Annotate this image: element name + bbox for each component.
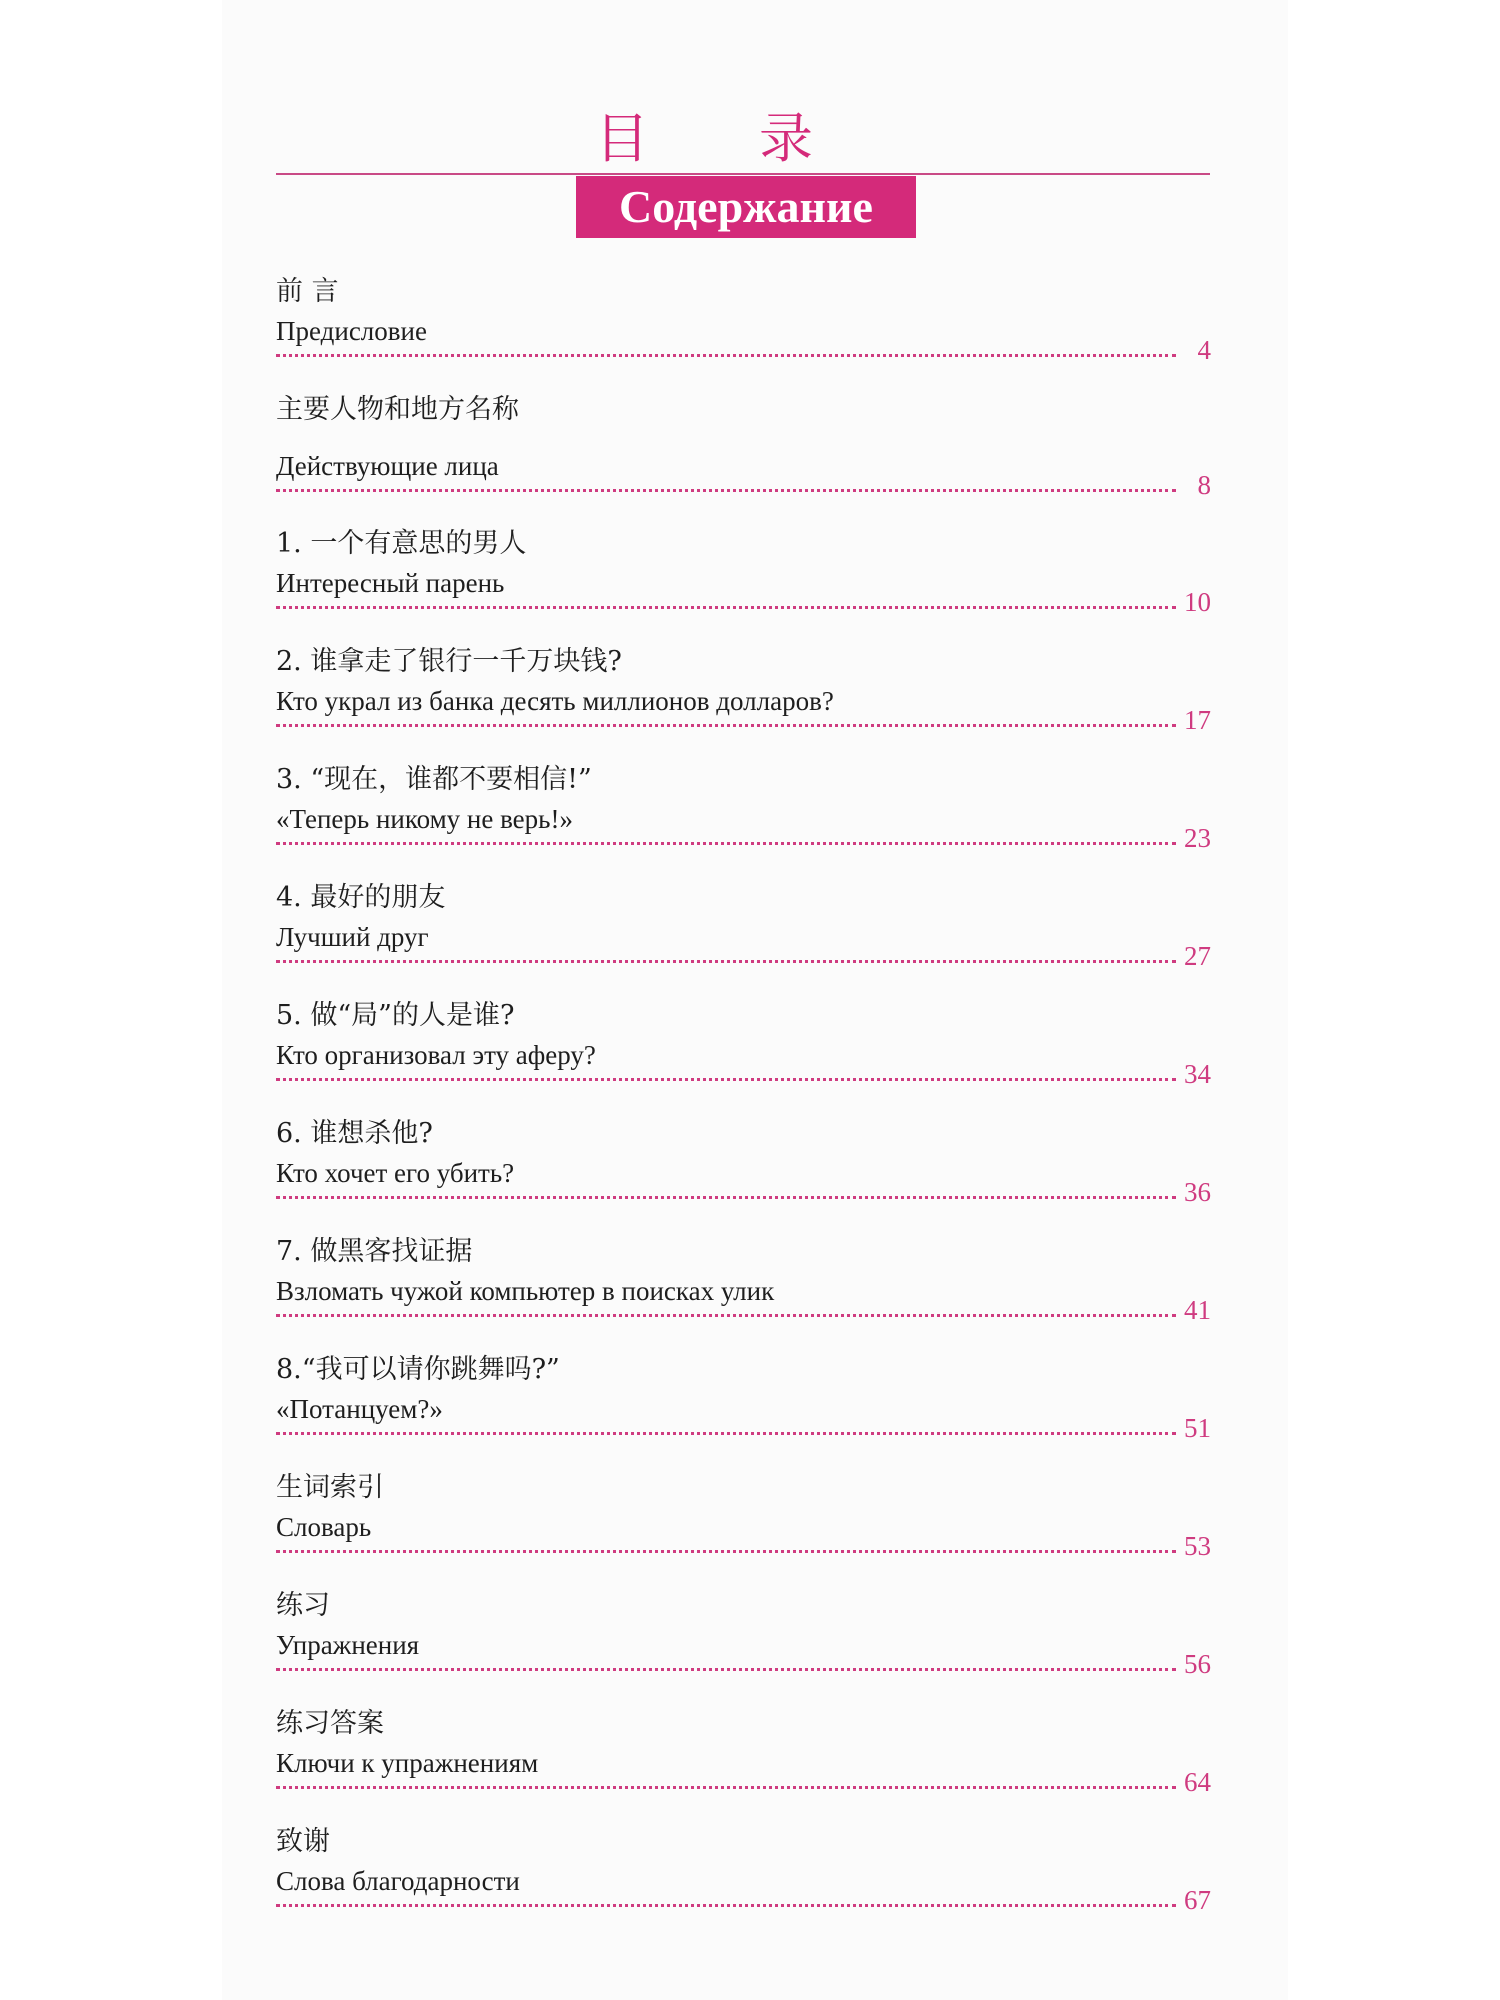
toc-entry-answer-keys[interactable] [276,1708,1211,1818]
dot-leader [276,1196,1176,1199]
dot-leader [276,960,1176,963]
entry-title-cn: 4. 最好的朋友 [276,882,446,913]
dot-leader [276,842,1176,845]
entry-title-cn: 3. “现在，谁都不要相信!” [276,764,592,795]
entry-title-ru: Лучший друг [276,922,429,952]
toc-entry-chapter-6[interactable] [276,1118,1211,1228]
page-number: 53 [1184,1531,1211,1561]
page-number: 10 [1184,587,1211,617]
toc-entry-chapter-4[interactable] [276,882,1211,992]
toc-entry-acknowledgements[interactable] [276,1826,1211,1936]
page-number: 8 [1197,470,1211,500]
entry-title-ru: Кто хочет его убить? [276,1158,515,1188]
entry-title-ru: Взломать чужой компьютер в поисках улик [276,1276,775,1306]
dot-leader [276,1314,1176,1317]
entry-title-ru: Слова благодарности [276,1866,520,1896]
entry-title-cn: 6. 谁想杀他? [276,1118,433,1149]
toc-entry-chapter-5[interactable] [276,1000,1211,1110]
page-number: 64 [1184,1767,1211,1797]
toc-entry-preface[interactable] [276,276,1211,386]
header-divider [276,173,1210,175]
dot-leader [276,1904,1176,1907]
toc-entry-vocabulary[interactable] [276,1472,1211,1582]
dot-leader [276,724,1176,727]
entry-title-cn: 1. 一个有意思的男人 [276,528,527,559]
entry-title-ru: «Теперь никому не верь!» [276,804,573,834]
entry-title-ru: Словарь [276,1512,372,1542]
toc-entry-chapter-3[interactable] [276,764,1211,874]
dot-leader [276,1550,1176,1553]
toc-title-chinese: 目录 [595,107,923,170]
page-number: 27 [1184,941,1211,971]
entry-title-ru: Ключи к упражнениям [276,1748,539,1778]
page-number: 4 [1197,335,1211,365]
dot-leader [276,1668,1176,1671]
entry-title-ru: Действующие лица [276,451,499,481]
entry-title-cn: 前 言 [276,276,339,307]
page-number: 67 [1184,1885,1211,1915]
page-number: 17 [1184,705,1211,735]
toc-entry-chapter-8[interactable] [276,1354,1211,1464]
page-number: 36 [1184,1177,1211,1207]
page-number: 56 [1184,1649,1211,1679]
entry-title-cn: 致谢 [276,1826,330,1857]
dot-leader [276,489,1176,492]
entry-title-ru: Предисловие [276,316,427,346]
entry-title-cn: 2. 谁拿走了银行一千万块钱? [276,646,622,677]
entry-title-ru: «Потанцуем?» [276,1394,443,1424]
entry-title-cn: 5. 做“局”的人是谁? [276,1000,515,1031]
entry-title-cn: 练习答案 [276,1708,384,1739]
toc-title-russian: Содержание [576,176,916,238]
dot-leader [276,1078,1176,1081]
entry-title-cn: 生词索引 [276,1472,384,1503]
dot-leader [276,1432,1176,1435]
entry-title-cn: 练习 [276,1590,330,1621]
toc-entry-chapter-2[interactable] [276,646,1211,756]
toc-entry-characters[interactable] [276,394,1211,504]
toc-entry-chapter-7[interactable] [276,1236,1211,1346]
toc-entry-exercises[interactable] [276,1590,1211,1700]
dot-leader [276,606,1176,609]
page-number: 51 [1184,1413,1211,1443]
entry-title-ru: Интересный парень [276,568,505,598]
page-number: 41 [1184,1295,1211,1325]
entry-title-ru: Кто организовал эту аферу? [276,1040,596,1070]
dot-leader [276,1786,1176,1789]
dot-leader [276,354,1176,357]
page-number: 34 [1184,1059,1211,1089]
entry-title-cn: 主要人物和地方名称 [276,394,519,425]
entry-title-ru: Кто украл из банка десять миллионов долларов? [276,686,834,716]
entry-title-ru: Упражнения [276,1630,420,1660]
toc-entry-chapter-1[interactable] [276,528,1211,638]
entry-title-cn: 8.“我可以请你跳舞吗?” [276,1354,560,1385]
entry-title-cn: 7. 做黑客找证据 [276,1236,473,1267]
page-number: 23 [1184,823,1211,853]
